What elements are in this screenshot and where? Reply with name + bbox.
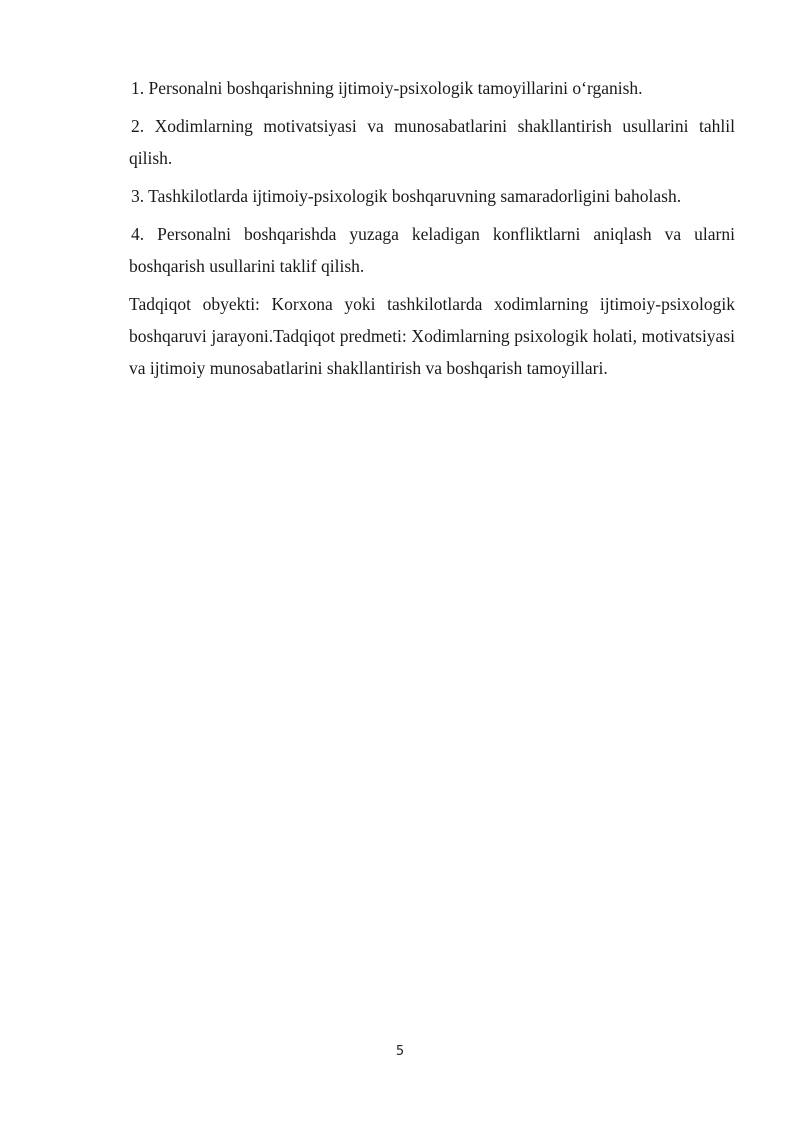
document-body — [129, 72, 735, 390]
task-item-2: 2. Xodimlarning motivatsiyasi va munosabatlarini shakllantirish usullarini tahlil qilish. — [129, 116, 735, 168]
research-object-paragraph: Tadqiqot obyekti: Korxona yoki tashkilotlarda xodimlarning ijtimoiy-psixologik boshqaruvi jarayoni.Tadqiqot predmeti: Xodimlarning psixologik holati, motivatsiyasi va ijtimoiy munosabatlarini shakllantirish va boshqarish tamoyillari. — [129, 294, 735, 378]
task-item-4: 4. Personalni boshqarishda yuzaga keladigan konfliktlarni aniqlash va ularni boshqarish usullarini taklif qilish. — [129, 224, 735, 276]
task-item-1: 1. Personalni boshqarishning ijtimoiy-psixologik tamoyillarini o‘rganish. — [131, 78, 643, 98]
page-number: 5 — [395, 1044, 405, 1059]
task-item-3: 3. Tashkilotlarda ijtimoiy-psixologik boshqaruvning samaradorligini baholash. — [131, 186, 682, 206]
